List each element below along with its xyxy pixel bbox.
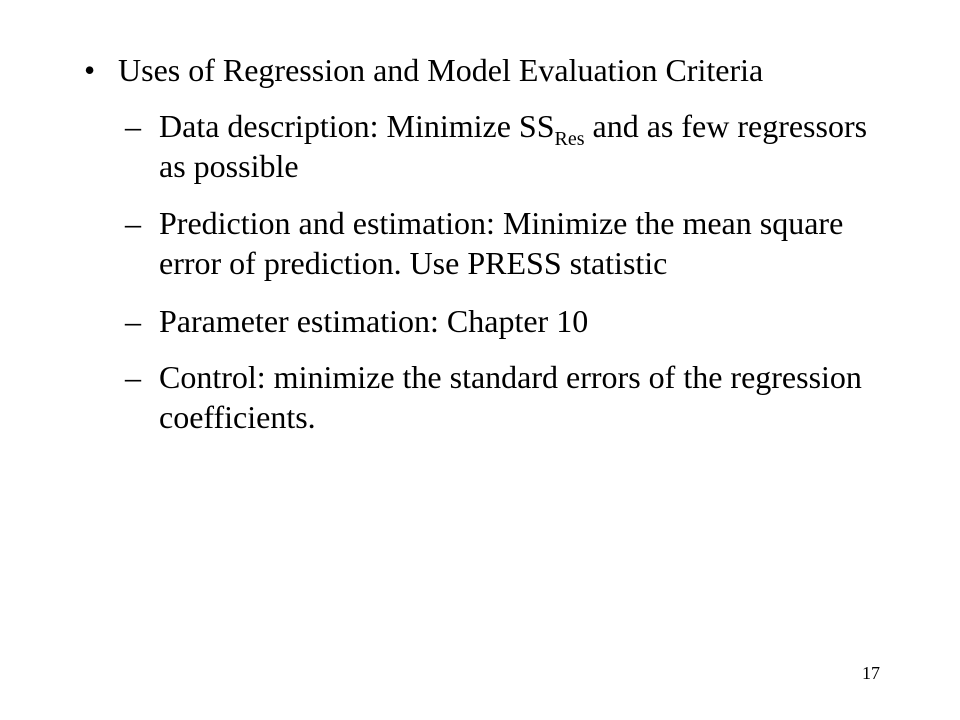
sub-bullet-text-part: Data description: Minimize SS (159, 108, 555, 144)
sub-bullet-text-part: and as few regressors as possible (159, 108, 868, 184)
sub-bullet-text (159, 106, 885, 186)
bullet-icon: • (84, 52, 96, 88)
subscript-res: Res (554, 128, 585, 150)
sub-bullet-text: Parameter estimation: Chapter 10 (159, 303, 589, 339)
sub-bullet-prediction (125, 203, 885, 283)
sub-bullet-control (125, 357, 885, 437)
sub-bullet-text: Prediction and estimation: Minimize the mean square error of prediction. Use PRESS statistic (159, 205, 844, 281)
dash-icon: – (125, 108, 141, 144)
sub-bullet-text: Control: minimize the standard errors of the regression coefficients. (159, 359, 862, 435)
sub-bullet-parameter-estimation (125, 301, 885, 341)
main-bullet (84, 50, 763, 90)
main-bullet-text: Uses of Regression and Model Evaluation Criteria (118, 52, 764, 88)
dash-icon: – (125, 205, 141, 241)
dash-icon: – (125, 359, 141, 395)
page-number: 17 (862, 663, 880, 683)
dash-icon: – (125, 303, 141, 339)
sub-bullet-data-description (125, 106, 885, 186)
